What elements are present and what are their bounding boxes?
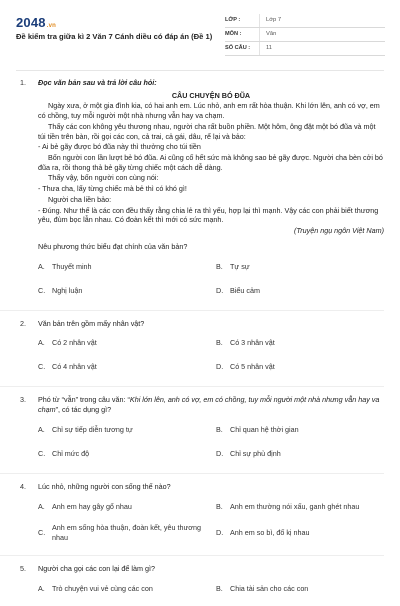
option-letter: B. [216,501,223,511]
option-text: Chỉ sự phủ định [230,448,281,458]
site-logo[interactable] [16,14,56,32]
option-letter: B. [216,583,223,593]
question-prompt: Người cha gọi các con lại để làm gì? [38,563,155,573]
option-b[interactable] [216,582,384,596]
option-text: Anh em sống hòa thuận, đoàn kết, yêu thương nhau [52,523,201,543]
option-letter: D. [216,362,224,372]
passage-paragraph: Thấy vậy, bốn người con cùng nói: [48,173,159,183]
question-1 [16,78,384,308]
question-number: 1. [20,78,26,87]
option-d[interactable] [216,360,384,374]
option-letter: A. [38,583,45,593]
option-letter: A. [38,424,45,434]
meta-key: MÔN : [225,30,242,37]
question-separator [0,386,384,387]
question-number: 4. [20,481,26,491]
meta-row-count [225,42,385,56]
option-d[interactable] [216,523,384,542]
option-letter: A. [38,261,45,271]
option-c[interactable] [38,447,206,461]
answer-options [38,260,384,308]
option-text: Biểu cảm [230,285,260,295]
option-text: Anh em hay gây gổ nhau [52,501,132,511]
option-letter: A. [38,338,45,348]
passage-paragraph: - Ai bẻ gãy được bó đũa này thì thưởng cho túi tiền [38,142,201,152]
passage-title: CÂU CHUYỆN BÓ ĐŨA [171,90,251,100]
option-text: Tự sự [230,261,250,271]
question-list [16,78,384,606]
option-text: Có 4 nhân vật [52,362,97,372]
question-number: 3. [20,395,26,405]
passage-paragraph: Người cha liền bảo: [48,194,112,204]
option-text: Chỉ sự tiếp diễn tương tự [52,424,133,434]
prompt-text: Phó từ “vẫn” trong câu văn: “ [38,395,130,405]
option-d[interactable] [216,284,384,298]
meta-value: Văn [259,28,276,41]
meta-row-class [225,14,385,28]
option-a[interactable] [38,582,206,596]
question-number: 5. [20,563,26,573]
option-letter: C. [38,362,46,372]
meta-row-subject [225,28,385,42]
option-text: Chỉ quan hệ thời gian [230,424,299,434]
option-d[interactable] [216,447,384,461]
option-text: Nghị luận [52,285,83,295]
option-letter: C. [38,528,46,538]
page-header [0,0,400,70]
question-prompt: Nêu phương thức biểu đạt chính của văn bản? [38,241,188,251]
question-separator [0,473,384,474]
exam-title: Đề kiểm tra giữa kì 2 Văn 7 Cánh diều có đáp án (Đề 1) [16,32,213,41]
passage-paragraph: Bốn người con lần lượt bẻ bó đũa. Ai cũng cố hết sức mà không sao bẻ gãy được. Người cha bèn cởi bó đũa ra, rồi thong thả bẻ gãy từng chiếc một cách dễ dàng. [38,153,383,172]
passage-paragraph: Thấy các con không yêu thương nhau, người cha rất buồn phiền. Một hôm, ông đặt một bó đũa và một túi tiền trên bàn, rồi gọi các con, cả trai, cả gái, dâu, rể lại và bảo: [38,121,376,141]
question-3 [16,395,384,470]
option-text: Có 5 nhân vật [230,362,275,372]
option-text: Chỉ mức độ [52,448,90,458]
option-text: Trò chuyện vui vẻ cùng các con [52,583,153,593]
meta-key: SỐ CÂU : [225,44,251,51]
option-b[interactable] [216,499,384,513]
question-separator [0,310,384,311]
option-letter: D. [216,528,224,538]
prompt-quote: Khi lớn lên, anh có vợ, em có chồng, tuy mỗi người một nhà nhưng vẫn hay va chạm [38,395,380,414]
prompt-text: ”, có tác dụng gì? [55,404,112,414]
passage-source: (Truyện ngụ ngôn Việt Nam) [293,226,384,236]
option-a[interactable] [38,423,206,437]
meta-value: Lớp 7 [259,14,281,27]
question-2 [16,319,384,385]
meta-value: 11 [259,42,272,55]
option-text: Chia tài sản cho các con [230,583,309,593]
question-prompt [38,395,384,414]
option-b[interactable] [216,423,384,437]
option-text: Anh em thường nói xấu, ganh ghét nhau [230,501,360,511]
option-text: Có 2 nhân vật [52,338,97,348]
option-c[interactable] [38,360,206,374]
option-b[interactable] [216,260,384,274]
answer-options [38,423,384,471]
answer-options [38,499,384,552]
meta-key: LỚP : [225,16,241,23]
option-c[interactable] [38,284,206,298]
option-b[interactable] [216,336,384,350]
passage-paragraph: Ngày xưa, ở một gia đình kia, có hai anh em. Lúc nhỏ, anh em rất hòa thuận. Khi lớn lên, anh có vợ, em có chồng, tuy mỗi người một nhà nhưng vẫn hay va chạm. [38,101,380,121]
answer-options [38,336,384,384]
option-letter: B. [216,261,223,271]
option-letter: C. [38,448,46,458]
question-separator [0,555,384,556]
exam-meta [225,14,385,56]
logo-text: 2048 [16,15,46,30]
option-letter: D. [216,448,224,458]
passage [38,101,384,225]
option-c[interactable] [38,523,206,542]
option-text: Anh em so bì, đố kị nhau [230,528,310,538]
passage-paragraph: - Thưa cha, lấy từng chiếc mà bẻ thì có khó gì! [38,184,187,194]
header-divider [16,70,384,71]
option-letter: A. [38,501,45,511]
option-letter: C. [38,285,46,295]
option-text: Có 3 nhân vật [230,338,275,348]
option-a[interactable] [38,260,206,274]
option-letter: D. [216,285,224,295]
option-letter: B. [216,338,223,348]
option-letter: B. [216,424,223,434]
logo-tld: .vn [46,23,57,29]
question-prompt: Lúc nhỏ, những người con sống thế nào? [38,481,171,491]
question-5 [16,564,384,606]
option-text: Thuyết minh [52,261,92,271]
question-prompt: Văn bản trên gồm mấy nhân vật? [38,318,145,328]
question-number: 2. [20,318,26,328]
question-instruction: Đọc văn bản sau và trả lời câu hỏi: [38,78,157,87]
option-a[interactable] [38,336,206,350]
question-4 [16,482,384,553]
option-a[interactable] [38,499,206,513]
passage-paragraph: - Đúng. Như thế là các con đều thấy rằng chia lẻ ra thì yếu, hợp lại thì mạnh. Vậy các con phải biết thương yêu, đùm bọc lẫn nhau. Có đoàn kết thì mới có sức mạnh. [38,205,379,225]
answer-options [38,582,384,606]
